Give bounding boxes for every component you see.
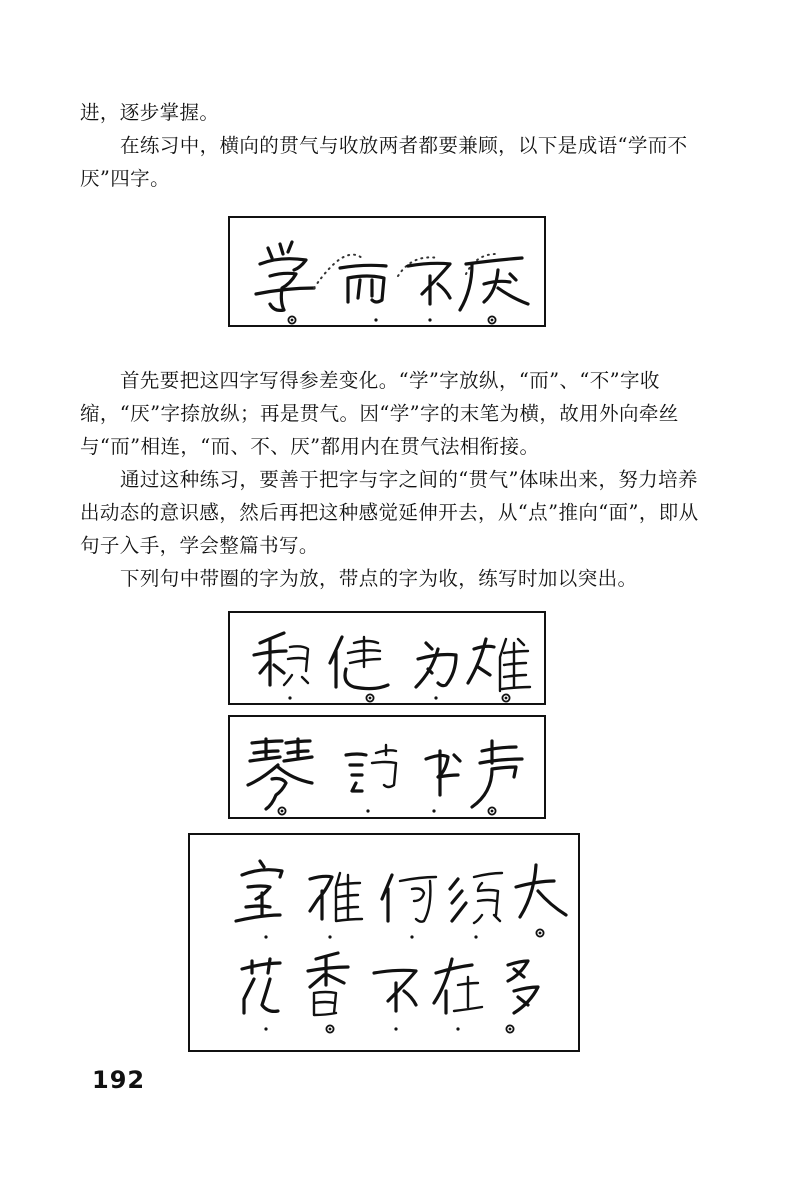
paragraph-instruction: 下列句中带圈的字为放，带点的字为收，练写时加以突出。 xyxy=(120,567,638,590)
calligraphy-xue-er-bu-yan-image xyxy=(230,218,548,329)
page-number: 192 xyxy=(92,1066,146,1094)
paragraph-practice: 通过这种练习，要善于把字与字之间的“贯气”体味出来，努力培养出动态的意识感，然后再把这种感觉延伸开去，从“点”推向“面”，即从句子入手，学会整篇书写。 xyxy=(80,468,699,557)
calligraphy-qin-yun-shu-sheng-image xyxy=(230,717,548,821)
calligraphy-box-ji-jian-wei-xiong xyxy=(228,611,546,705)
paragraph-analysis: 首先要把这四字写得参差变化。“学”字放纵，“而”、“不”字收缩，“厌”字捺放纵；再是贯气。因“学”字的末笔为横，故用外向牵丝与“而”相连，“而、不、厌”都用内在贯气法相衔接。 xyxy=(80,369,679,458)
calligraphy-ji-jian-wei-xiong-image xyxy=(230,613,548,707)
paragraph-continuation: 进，逐步掌握。 xyxy=(80,101,220,124)
calligraphy-box-xue-er-bu-yan xyxy=(228,216,546,327)
paragraph-intro: 在练习中，横向的贯气与收放两者都要兼顾，以下是成语“学而不厌”四字。 xyxy=(80,134,688,190)
calligraphy-box-qin-yun-shu-sheng xyxy=(228,715,546,819)
calligraphy-box-shi-ya-hua-xiang xyxy=(188,833,580,1052)
calligraphy-shi-ya-hua-xiang-image xyxy=(190,835,582,1054)
